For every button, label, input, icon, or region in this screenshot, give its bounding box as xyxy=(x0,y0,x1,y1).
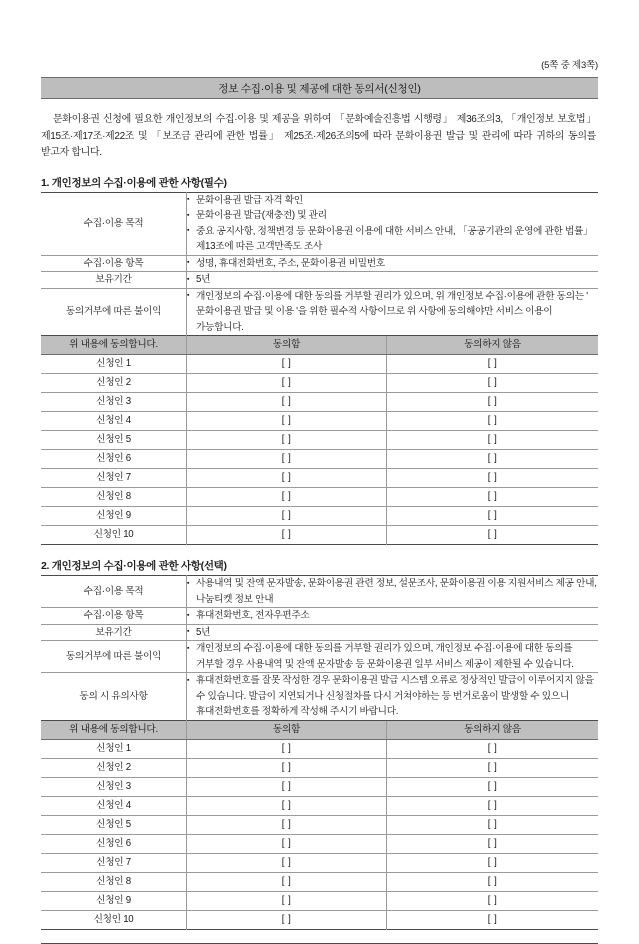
row-label: 수집·이용 목적 xyxy=(41,192,187,255)
section-info-table xyxy=(41,192,598,337)
agree-checkbox-cell[interactable] xyxy=(187,507,387,526)
applicant-row xyxy=(41,488,598,507)
consent-header-label: 위 내용에 동의합니다. xyxy=(41,721,187,740)
agree-checkbox-cell[interactable] xyxy=(187,758,387,777)
disagree-checkbox[interactable]: [ ] xyxy=(487,491,498,502)
section-heading: 1. 개인정보의 수집·이용에 관한 사항(필수) xyxy=(41,176,227,189)
agree-checkbox[interactable]: [ ] xyxy=(281,377,292,388)
agree-checkbox[interactable]: [ ] xyxy=(281,453,292,464)
applicant-row xyxy=(41,355,598,374)
disagree-checkbox-cell[interactable] xyxy=(387,393,599,412)
agree-checkbox-cell[interactable] xyxy=(187,412,387,431)
applicant-row xyxy=(41,758,598,777)
bullet-list xyxy=(187,641,598,672)
applicant-row xyxy=(41,777,598,796)
consent-header-disagree: 동의하지 않음 xyxy=(387,721,599,740)
consent-header-label: 위 내용에 동의합니다. xyxy=(41,336,187,355)
row-label: 보유기간 xyxy=(41,624,187,641)
agree-checkbox[interactable]: [ ] xyxy=(281,434,292,445)
applicant-row xyxy=(41,834,598,853)
applicant-row xyxy=(41,412,598,431)
bullet-list xyxy=(187,272,598,288)
consent-header-disagree: 동의하지 않음 xyxy=(387,336,599,355)
applicant-label: 신청인 9 xyxy=(41,891,187,910)
disagree-checkbox[interactable]: [ ] xyxy=(487,818,498,830)
disagree-checkbox[interactable]: [ ] xyxy=(487,358,498,369)
disagree-checkbox-cell[interactable] xyxy=(387,758,599,777)
bullet-item: ▪ 휴대전화번호, 전자우편주소 xyxy=(187,608,598,624)
applicant-row xyxy=(41,815,598,834)
agree-checkbox[interactable]: [ ] xyxy=(281,472,292,483)
row-content xyxy=(187,288,599,336)
consent-header-agree: 동의함 xyxy=(187,336,387,355)
disagree-checkbox[interactable]: [ ] xyxy=(487,377,498,388)
applicant-row xyxy=(41,507,598,526)
bullet-item: ▪ 중요 공지사항, 정책변경 등 문화이용권 이용에 대한 서비스 안내, 「공공기관의 운영에 관한 법률」 제13조에 따른 고객만족도 조사 xyxy=(187,224,598,255)
applicant-label: 신청인 5 xyxy=(41,431,187,450)
agree-checkbox[interactable]: [ ] xyxy=(281,875,292,887)
bullet-item: ▪ 개인정보의 수집·이용에 대한 동의를 거부할 권리가 있으며, 위 개인정보 수집·이용에 관한 동의는 ' 문화이용권 발급 및 이용 '을 위한 필수적 사항이므로 위 사항에 동의해야만 서비스 이용이 가능합니다. xyxy=(187,289,598,336)
agree-checkbox[interactable]: [ ] xyxy=(281,818,292,830)
agree-checkbox-cell[interactable] xyxy=(187,393,387,412)
row-content xyxy=(187,255,599,272)
disagree-checkbox[interactable]: [ ] xyxy=(487,472,498,483)
section-info-table xyxy=(41,575,598,721)
disagree-checkbox-cell[interactable] xyxy=(387,796,599,815)
applicant-row xyxy=(41,796,598,815)
page-title: 정보 수집·이용 및 제공에 대한 동의서(신청인) xyxy=(218,82,421,95)
disagree-checkbox-cell[interactable] xyxy=(387,507,599,526)
bullet-list xyxy=(187,608,598,624)
agree-checkbox-cell[interactable] xyxy=(187,431,387,450)
applicant-label: 신청인 2 xyxy=(41,374,187,393)
applicant-row xyxy=(41,910,598,929)
applicant-label: 신청인 7 xyxy=(41,853,187,872)
agree-checkbox[interactable]: [ ] xyxy=(281,837,292,849)
applicant-label: 신청인 7 xyxy=(41,469,187,488)
applicant-label: 신청인 9 xyxy=(41,507,187,526)
bullet-item: ▪ 문화이용권 발급(재충전) 및 관리 xyxy=(187,208,598,224)
agree-checkbox[interactable]: [ ] xyxy=(281,491,292,502)
row-content xyxy=(187,608,599,625)
bullet-list xyxy=(187,193,598,255)
disagree-checkbox[interactable]: [ ] xyxy=(487,799,498,811)
section-heading: 2. 개인정보의 수집·이용에 관한 사항(선택) xyxy=(41,560,227,572)
applicant-label: 신청인 5 xyxy=(41,815,187,834)
agree-checkbox-cell[interactable] xyxy=(187,815,387,834)
disagree-checkbox[interactable]: [ ] xyxy=(487,856,498,868)
agree-checkbox-cell[interactable] xyxy=(187,796,387,815)
consent-header-row xyxy=(41,336,598,355)
applicant-row xyxy=(41,431,598,450)
applicant-label: 신청인 10 xyxy=(41,910,187,929)
applicant-label: 신청인 8 xyxy=(41,872,187,891)
table-row xyxy=(41,272,598,289)
applicant-row xyxy=(41,872,598,891)
consent-header-row xyxy=(41,721,598,740)
table-row xyxy=(41,624,598,641)
agree-checkbox[interactable]: [ ] xyxy=(281,780,292,792)
bullet-item: ▪ 개인정보의 수집·이용에 대한 동의를 거부할 권리가 있으며, 개인정보 수집·이용에 대한 동의를 거부할 경우 사용내역 및 잔액 문자발송 등 문화이용권 일부 서비스 제공이 제한될 수 있습니다. xyxy=(187,641,598,672)
applicant-label: 신청인 4 xyxy=(41,412,187,431)
disagree-checkbox[interactable]: [ ] xyxy=(487,529,498,540)
bullet-item: ▪ 5년 xyxy=(187,272,598,288)
footer-rule xyxy=(41,943,598,944)
agree-checkbox[interactable]: [ ] xyxy=(281,761,292,773)
consent-table xyxy=(41,721,598,930)
disagree-checkbox-cell[interactable] xyxy=(387,872,599,891)
disagree-checkbox-cell[interactable] xyxy=(387,815,599,834)
agree-checkbox[interactable]: [ ] xyxy=(281,396,292,407)
row-label: 동의거부에 따른 불이익 xyxy=(41,641,187,673)
applicant-label: 신청인 6 xyxy=(41,450,187,469)
disagree-checkbox-cell[interactable] xyxy=(387,450,599,469)
disagree-checkbox[interactable]: [ ] xyxy=(487,913,498,925)
applicant-label: 신청인 2 xyxy=(41,758,187,777)
disagree-checkbox[interactable]: [ ] xyxy=(487,780,498,792)
applicant-label: 신청인 8 xyxy=(41,488,187,507)
row-label: 동의 시 유의사항 xyxy=(41,673,187,721)
agree-checkbox[interactable]: [ ] xyxy=(281,742,292,754)
document-title-bar xyxy=(41,77,598,99)
bullet-item: ▪ 휴대전화번호를 잘못 작성한 경우 문화이용권 발급 시스템 오류로 정상적인 발급이 이루어지지 않을 수 있습니다. 발급이 지연되거나 신청절차를 다시 거쳐야하는 등 번거로움이 발생할 수 있으니 휴대전화번호를 정확하게 작성해 주시기 바랍니다. xyxy=(187,673,598,720)
bullet-item: ▪ 문화이용권 발급 자격 확인 xyxy=(187,193,598,209)
applicant-row xyxy=(41,374,598,393)
row-label: 수집·이용 항목 xyxy=(41,608,187,625)
applicant-row xyxy=(41,853,598,872)
table-row xyxy=(41,641,598,673)
agree-checkbox[interactable]: [ ] xyxy=(281,894,292,906)
agree-checkbox-cell[interactable] xyxy=(187,355,387,374)
bullet-list xyxy=(187,625,598,641)
bullet-item: ▪ 사용내역 및 잔액 문자발송, 문화이용권 관련 정보, 설문조사, 문화이용권 이용 지원서비스 제공 안내, 나눔티켓 정보 안내 xyxy=(187,576,598,607)
bullet-list xyxy=(187,576,598,607)
disagree-checkbox-cell[interactable] xyxy=(387,488,599,507)
disagree-checkbox[interactable]: [ ] xyxy=(487,434,498,445)
intro-paragraph: 문화이용권 신청에 필요한 개인정보의 수집·이용 및 제공을 위하여 「문화예술진흥법 시행령」 제36조의3, 「개인정보 보호법」 제15조·제17조·제22조 및 「보조금 관리에 관한 법률」 제25조·제26조의5에 따라 문화이용권 발급 및 관리에 따라 귀하의 동의를 받고자 합니다. xyxy=(41,114,596,158)
bullet-list xyxy=(187,289,598,336)
agree-checkbox[interactable]: [ ] xyxy=(281,913,292,925)
agree-checkbox-cell[interactable] xyxy=(187,872,387,891)
agree-checkbox-cell[interactable] xyxy=(187,834,387,853)
agree-checkbox[interactable]: [ ] xyxy=(281,510,292,521)
row-content xyxy=(187,272,599,289)
sections-container xyxy=(41,175,598,930)
agree-checkbox[interactable]: [ ] xyxy=(281,799,292,811)
applicant-row xyxy=(41,891,598,910)
disagree-checkbox-cell[interactable] xyxy=(387,431,599,450)
applicant-label: 신청인 4 xyxy=(41,796,187,815)
disagree-checkbox[interactable]: [ ] xyxy=(487,837,498,849)
table-row xyxy=(41,288,598,336)
row-content xyxy=(187,641,599,673)
disagree-checkbox-cell[interactable] xyxy=(387,777,599,796)
applicant-label: 신청인 6 xyxy=(41,834,187,853)
disagree-checkbox[interactable]: [ ] xyxy=(487,396,498,407)
disagree-checkbox[interactable]: [ ] xyxy=(487,761,498,773)
disagree-checkbox-cell[interactable] xyxy=(387,910,599,929)
disagree-checkbox[interactable]: [ ] xyxy=(487,894,498,906)
bullet-list xyxy=(187,673,598,720)
row-content xyxy=(187,192,599,255)
agree-checkbox-cell[interactable] xyxy=(187,777,387,796)
agree-checkbox-cell[interactable] xyxy=(187,853,387,872)
disagree-checkbox-cell[interactable] xyxy=(387,834,599,853)
consent-header-agree: 동의함 xyxy=(187,721,387,740)
table-row xyxy=(41,255,598,272)
table-row xyxy=(41,576,598,608)
agree-checkbox[interactable]: [ ] xyxy=(281,529,292,540)
agree-checkbox-cell[interactable] xyxy=(187,450,387,469)
table-row xyxy=(41,608,598,625)
table-row xyxy=(41,673,598,721)
agree-checkbox-cell[interactable] xyxy=(187,739,387,758)
agree-checkbox-cell[interactable] xyxy=(187,374,387,393)
row-content xyxy=(187,576,599,608)
disagree-checkbox-cell[interactable] xyxy=(387,412,599,431)
applicant-label: 신청인 1 xyxy=(41,355,187,374)
disagree-checkbox-cell[interactable] xyxy=(387,355,599,374)
row-label: 동의거부에 따른 불이익 xyxy=(41,288,187,336)
applicant-label: 신청인 3 xyxy=(41,777,187,796)
bullet-item: ▪ 5년 xyxy=(187,625,598,641)
row-content xyxy=(187,624,599,641)
applicant-row xyxy=(41,739,598,758)
disagree-checkbox-cell[interactable] xyxy=(387,374,599,393)
consent-table xyxy=(41,336,598,545)
applicant-label: 신청인 10 xyxy=(41,526,187,545)
agree-checkbox-cell[interactable] xyxy=(187,526,387,545)
applicant-row xyxy=(41,469,598,488)
disagree-checkbox[interactable]: [ ] xyxy=(487,510,498,521)
applicant-label: 신청인 3 xyxy=(41,393,187,412)
agree-checkbox-cell[interactable] xyxy=(187,910,387,929)
applicant-label: 신청인 1 xyxy=(41,739,187,758)
disagree-checkbox-cell[interactable] xyxy=(387,891,599,910)
agree-checkbox[interactable]: [ ] xyxy=(281,358,292,369)
applicant-row xyxy=(41,526,598,545)
disagree-checkbox-cell[interactable] xyxy=(387,853,599,872)
row-label: 수집·이용 항목 xyxy=(41,255,187,272)
applicant-row xyxy=(41,393,598,412)
agree-checkbox[interactable]: [ ] xyxy=(281,415,292,426)
agree-checkbox-cell[interactable] xyxy=(187,488,387,507)
agree-checkbox-cell[interactable] xyxy=(187,891,387,910)
disagree-checkbox[interactable]: [ ] xyxy=(487,453,498,464)
agree-checkbox[interactable]: [ ] xyxy=(281,856,292,868)
applicant-row xyxy=(41,450,598,469)
row-content xyxy=(187,673,599,721)
disagree-checkbox-cell[interactable] xyxy=(387,469,599,488)
disagree-checkbox-cell[interactable] xyxy=(387,739,599,758)
bullet-item: ▪ 성명, 휴대전화번호, 주소, 문화이용권 비밀번호 xyxy=(187,256,598,272)
disagree-checkbox[interactable]: [ ] xyxy=(487,742,498,754)
disagree-checkbox[interactable]: [ ] xyxy=(487,875,498,887)
table-row xyxy=(41,192,598,255)
page-indicator: (5쪽 중 제3쪽) xyxy=(541,60,598,71)
row-label: 수집·이용 목적 xyxy=(41,576,187,608)
agree-checkbox-cell[interactable] xyxy=(187,469,387,488)
disagree-checkbox[interactable]: [ ] xyxy=(487,415,498,426)
row-label: 보유기간 xyxy=(41,272,187,289)
disagree-checkbox-cell[interactable] xyxy=(387,526,599,545)
bullet-list xyxy=(187,256,598,272)
